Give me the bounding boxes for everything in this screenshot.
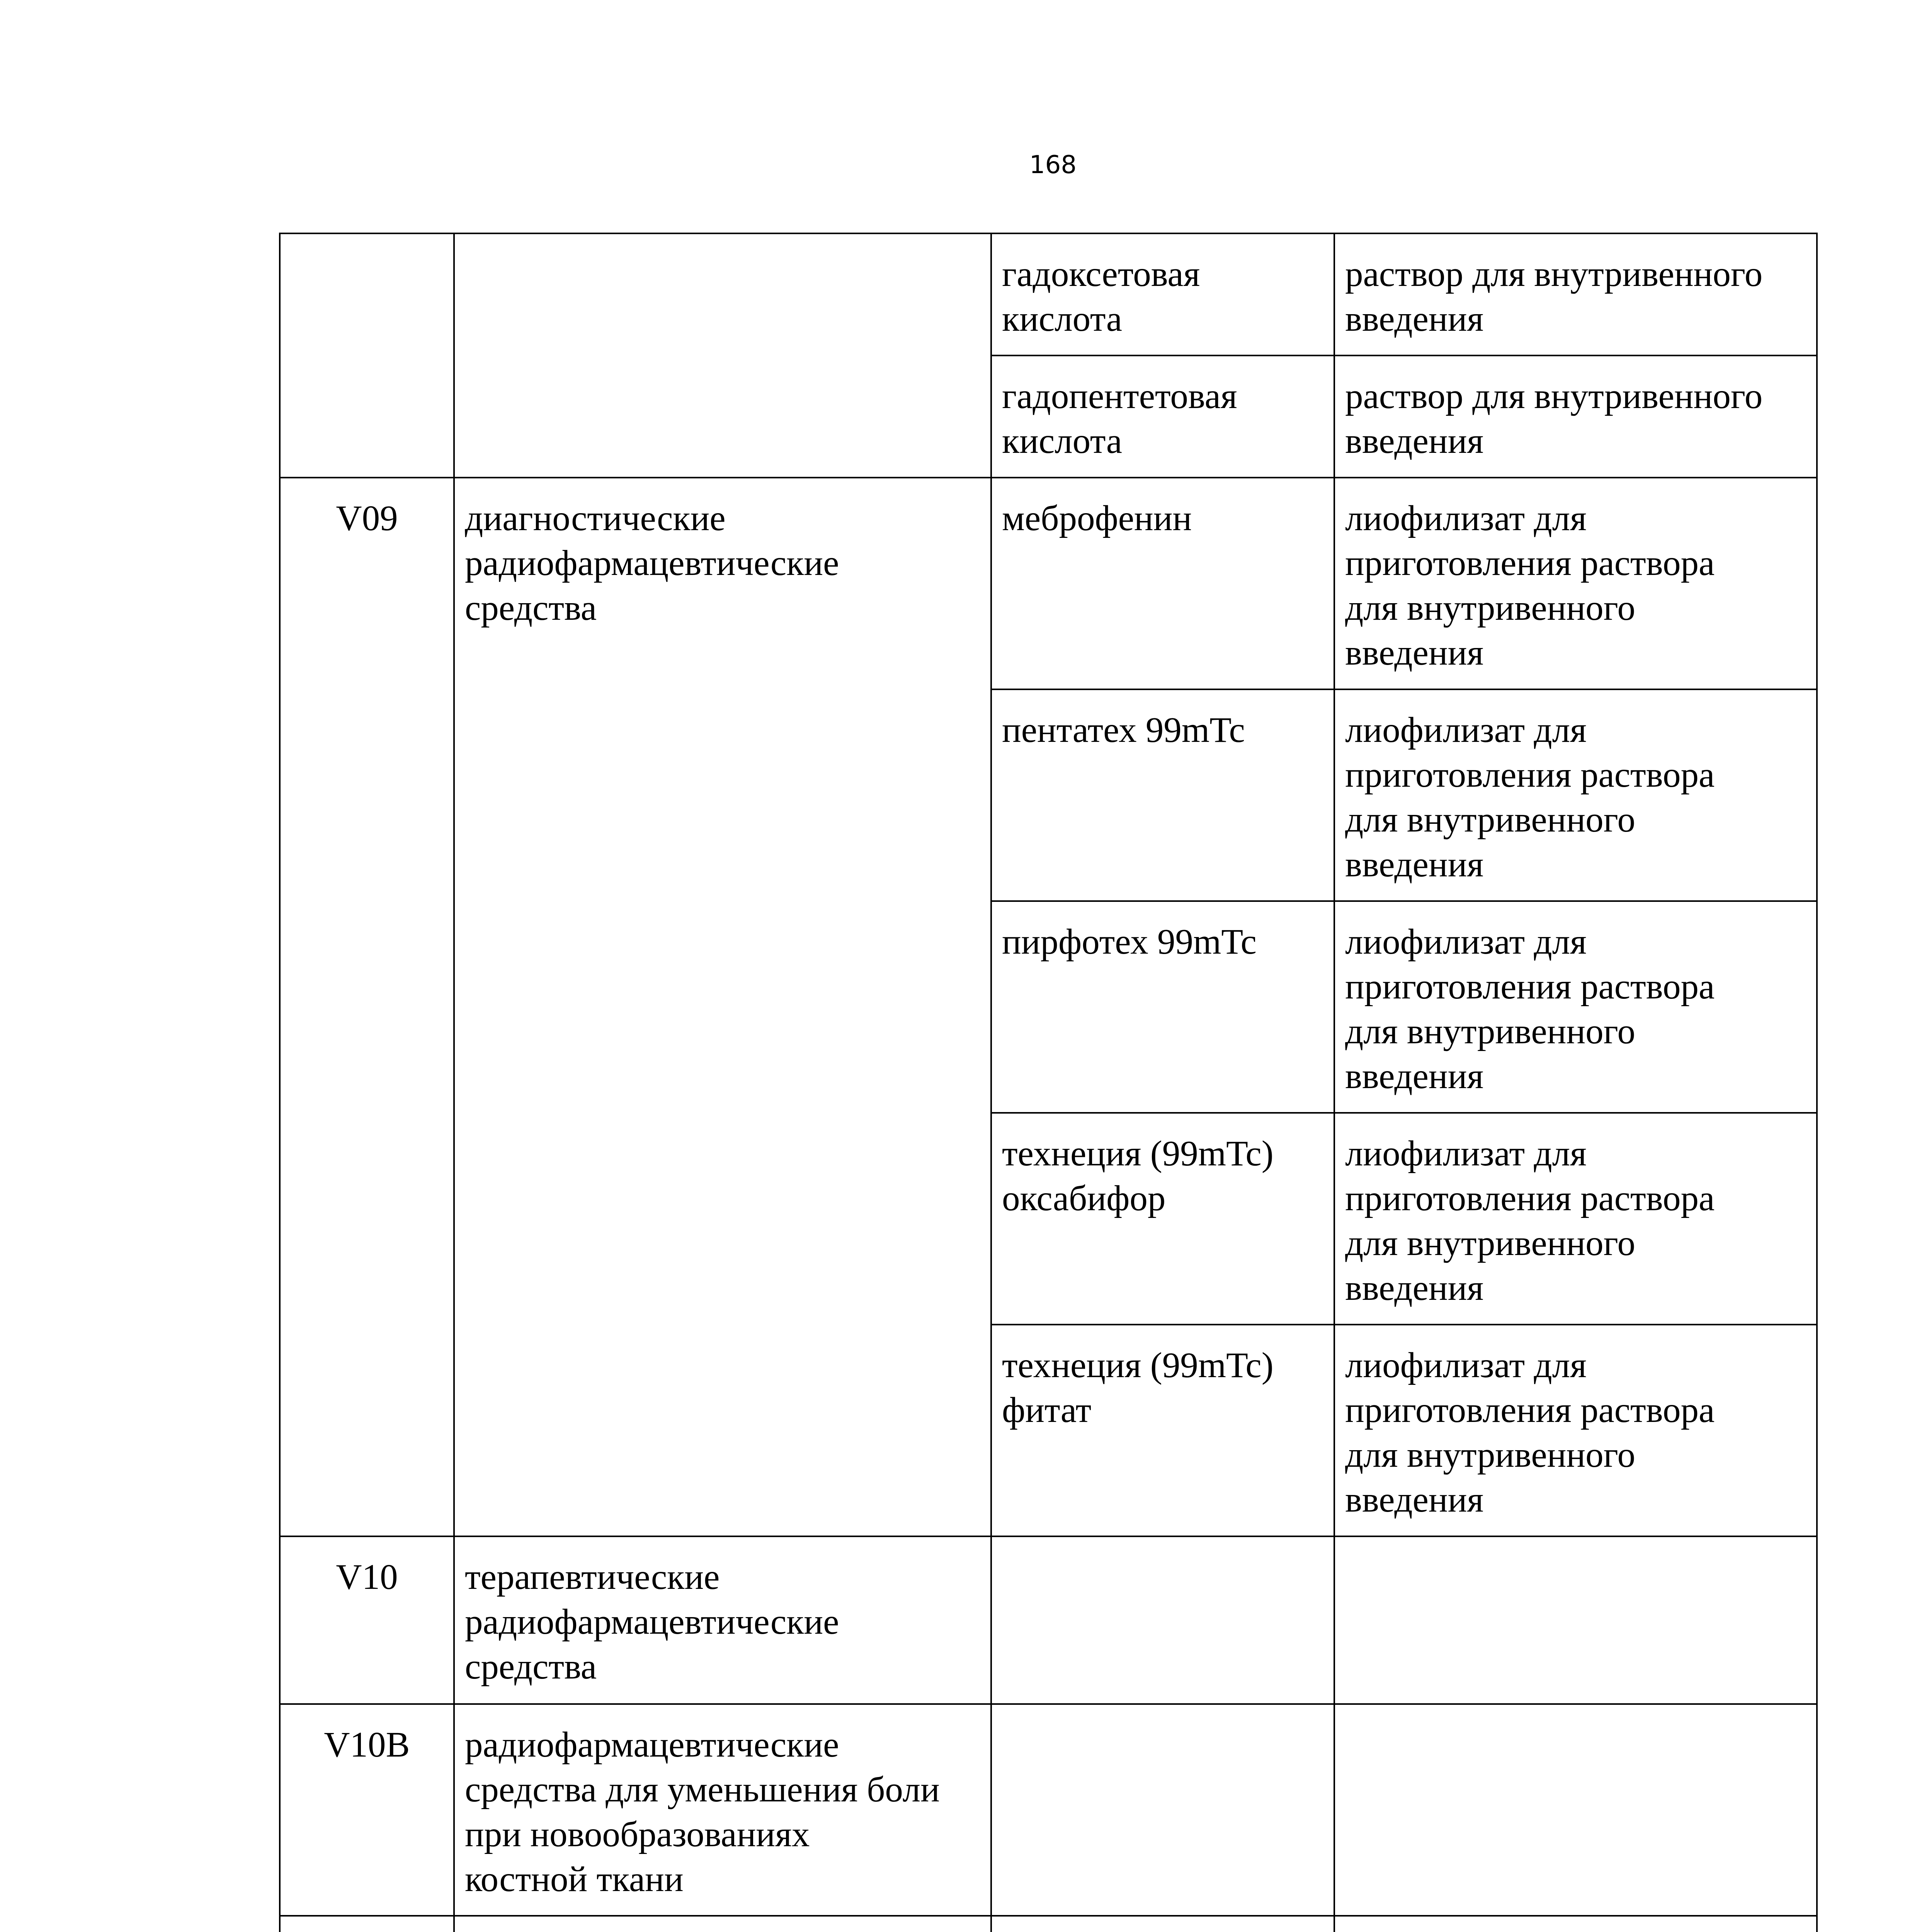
form-cell: [1334, 233, 1817, 355]
table-row: [280, 1704, 1817, 1916]
dosage-form: лиофилизат для приготовления раствора для внутривенного введения: [1345, 1134, 1715, 1308]
form-cell: [1334, 689, 1817, 901]
drug-cell: [991, 233, 1334, 355]
drug-name: технеция (99mTc) фитат: [1002, 1345, 1274, 1430]
table-row: [280, 1536, 1817, 1704]
drug-cell: [991, 1113, 1334, 1325]
drug-name: пентатех 99mTc: [1002, 710, 1245, 750]
drug-cell: [991, 1916, 1334, 1932]
group-cell: [454, 1916, 991, 1932]
drug-name: гадоксетовая кислота: [1002, 254, 1200, 339]
group-cell: [454, 478, 991, 1536]
atc-code-cell: [280, 233, 454, 478]
drug-name: технеция (99mTc) оксабифор: [1002, 1134, 1274, 1218]
table-row: [280, 233, 1817, 355]
dosage-form: лиофилизат для приготовления раствора для внутривенного введения: [1345, 498, 1715, 673]
drug-cell: [991, 1325, 1334, 1536]
atc-code-cell: [280, 1536, 454, 1704]
group-cell: [454, 233, 991, 478]
dosage-form: лиофилизат для приготовления раствора для внутривенного введения: [1345, 710, 1715, 884]
atc-code-cell: [280, 478, 454, 1536]
atc-code-cell: [280, 1704, 454, 1916]
dosage-form: лиофилизат для приготовления раствора для внутривенного введения: [1345, 922, 1715, 1096]
form-cell: [1334, 355, 1817, 478]
drug-cell: [991, 355, 1334, 478]
group-cell: [454, 1704, 991, 1916]
drug-cell: [991, 901, 1334, 1113]
form-cell: [1334, 901, 1817, 1113]
dosage-form: раствор для внутривенного введения: [1345, 254, 1763, 339]
page-number: 168: [1029, 151, 1077, 179]
drug-cell: [991, 1536, 1334, 1704]
dosage-form: лиофилизат для приготовления раствора для внутривенного введения: [1345, 1345, 1715, 1520]
form-cell: [1334, 1113, 1817, 1325]
atc-code-cell: [280, 1916, 454, 1932]
dosage-form: раствор для внутривенного введения: [1345, 376, 1763, 461]
drug-cell: [991, 689, 1334, 901]
atc-code: V10B: [324, 1725, 410, 1765]
group-name: диагностические радиофармацевтические средства: [465, 498, 839, 628]
drug-table: [279, 233, 1818, 1932]
table-row: [280, 478, 1817, 689]
atc-code: V09: [336, 498, 398, 538]
atc-code: V10: [336, 1557, 398, 1597]
group-name: радиофармацевтические средства для уменьшения боли при новообразованиях костной ткани: [465, 1725, 940, 1899]
form-cell: [1334, 1536, 1817, 1704]
form-cell: [1334, 1704, 1817, 1916]
group-cell: [454, 1536, 991, 1704]
form-cell: [1334, 1325, 1817, 1536]
form-cell: [1334, 1916, 1817, 1932]
drug-name: пирфотех 99mTc: [1002, 922, 1257, 962]
drug-cell: [991, 1704, 1334, 1916]
group-name: терапевтические радиофармацевтические средства: [465, 1557, 839, 1687]
table-row: [280, 1916, 1817, 1932]
drug-name: гадопентетовая кислота: [1002, 376, 1237, 461]
form-cell: [1334, 478, 1817, 689]
drug-cell: [991, 478, 1334, 689]
drug-name: меброфенин: [1002, 498, 1192, 538]
